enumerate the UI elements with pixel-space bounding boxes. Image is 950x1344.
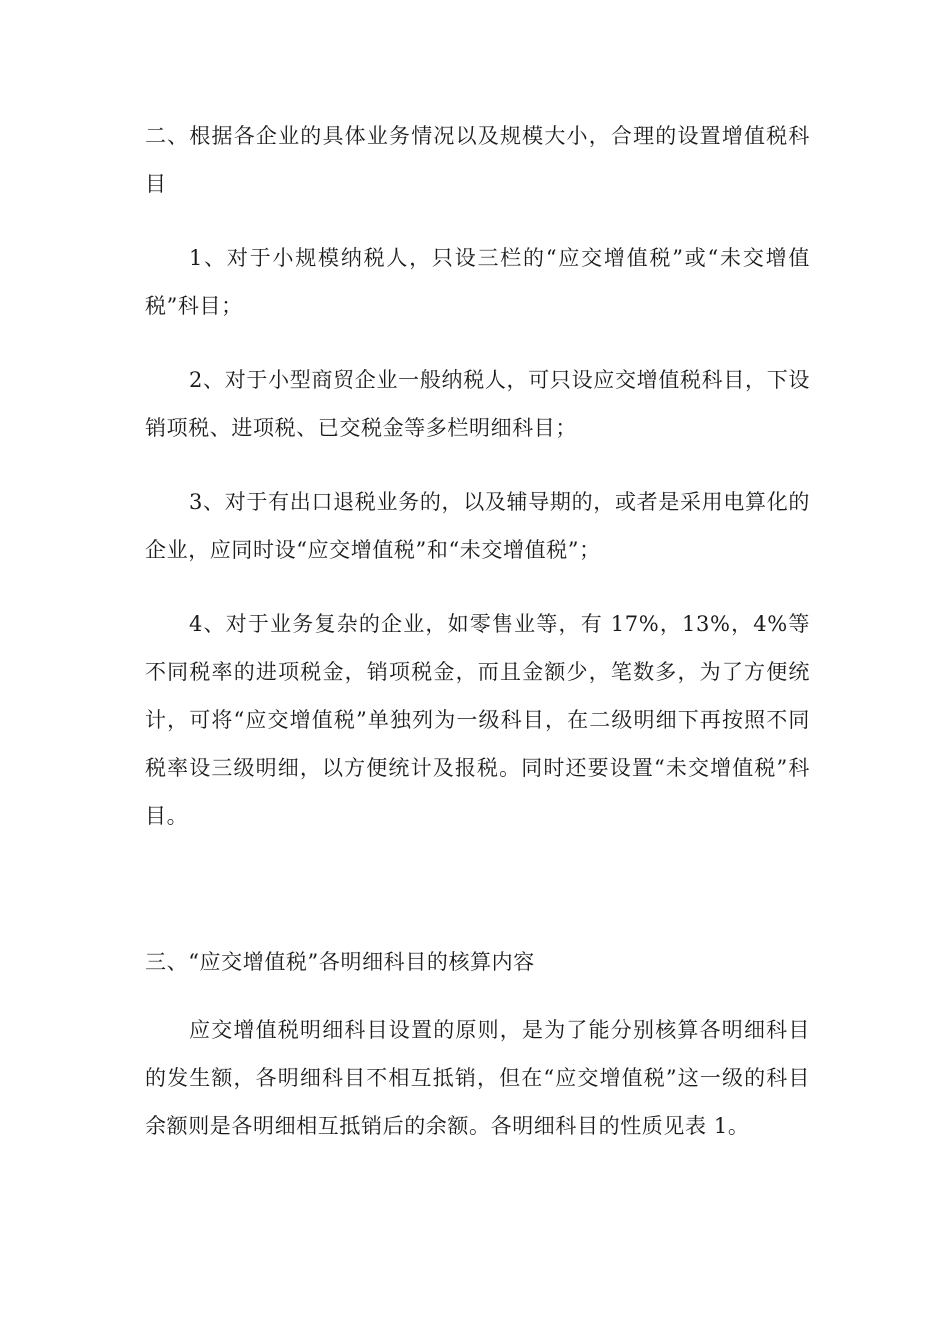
section-2-item-1: 1、对于小规模纳税人，只设三栏的“应交增值税”或“未交增值税”科目； xyxy=(145,246,810,318)
section-2-heading: 二、根据各企业的具体业务情况以及规模大小，合理的设置增值税科目 xyxy=(145,124,810,196)
section-3-body: 应交增值税明细科目设置的原则，是为了能分别核算各明细科目的发生额，各明细科目不相互抵销，但在“应交增值税”这一级的科目余额则是各明细相互抵销后的余额。各明细科目的性质见表 1。 xyxy=(145,1018,810,1138)
section-3-heading: 三、“应交增值税”各明细科目的核算内容 xyxy=(145,950,535,974)
document-page xyxy=(145,112,810,1150)
section-2-item-4: 4、对于业务复杂的企业，如零售业等，有 17%，13%，4%等不同税率的进项税金，销项税金，而且金额少，笔数多，为了方便统计，可将“应交增值税”单独列为一级科目，在二级明细下再按照不同税率设三级明细，以方便统计及报税。同时还要设置“未交增值税”科目。 xyxy=(145,612,810,828)
section-2-item-2: 2、对于小型商贸企业一般纳税人，可只设应交增值税科目，下设销项税、进项税、已交税金等多栏明细科目； xyxy=(145,368,810,440)
section-2-item-3: 3、对于有出口退税业务的，以及辅导期的，或者是采用电算化的企业，应同时设“应交增值税”和“未交增值税”； xyxy=(145,490,810,562)
